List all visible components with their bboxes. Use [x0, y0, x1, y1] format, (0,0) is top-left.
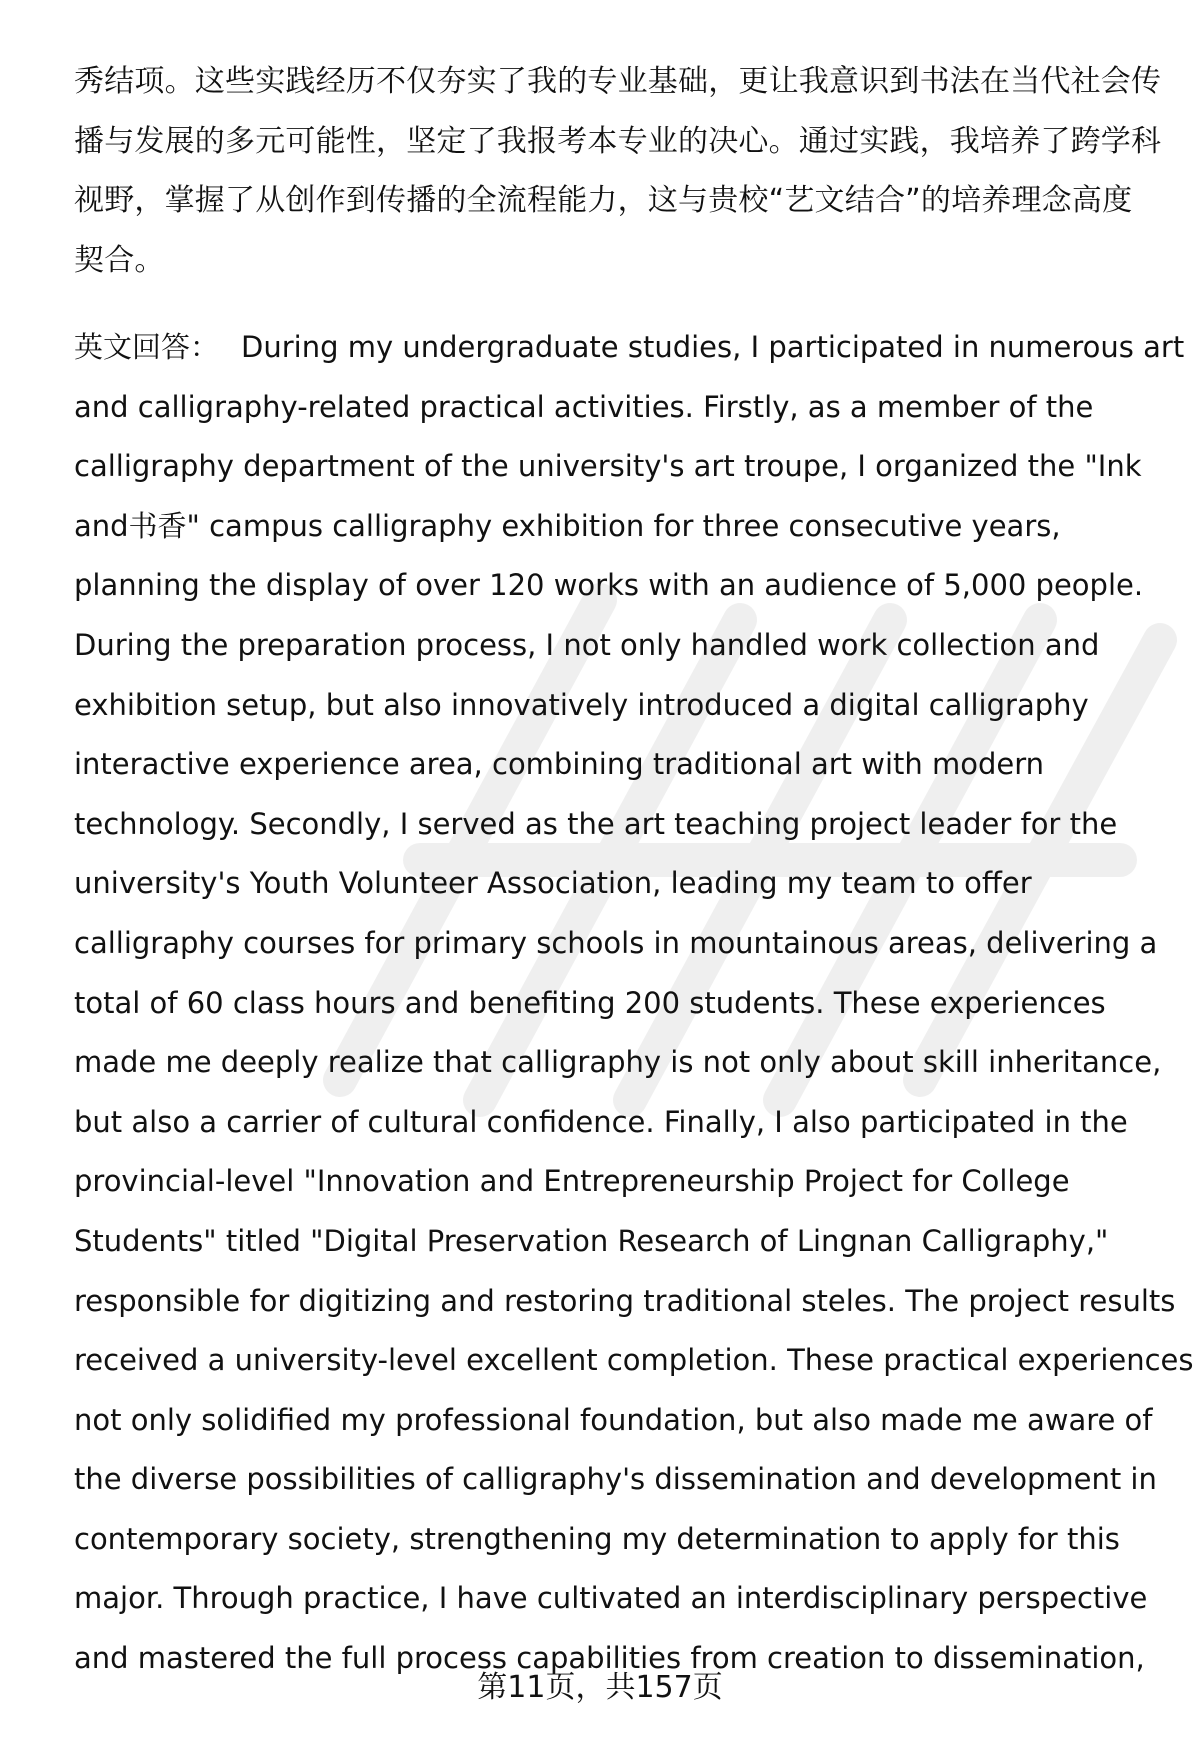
text-line: total of 60 class hours and benefiting 200 students. These experiences [74, 985, 1106, 1020]
english-answer-label: 英文回答： [74, 330, 220, 364]
text-line: received a university-level excellent completion. These practical experiences [74, 1343, 1194, 1378]
text-line: Students" titled "Digital Preservation Research of Lingnan Calligraphy," [74, 1223, 1109, 1258]
text-line: the diverse possibilities of calligraphy's dissemination and development in [74, 1462, 1157, 1497]
text-line: 契合。 [74, 242, 165, 278]
text-line: calligraphy department of the university's art troupe, I organized the "Ink [74, 449, 1142, 484]
text-line: interactive experience area, combining traditional art with modern [74, 747, 1045, 782]
text-line: calligraphy courses for primary schools in mountainous areas, delivering a [74, 925, 1158, 960]
text-line: and mastered the full process capabilities from creation to dissemination, [74, 1641, 1145, 1676]
text-line: provincial-level "Innovation and Entrepreneurship Project for College [74, 1164, 1070, 1199]
text-line: made me deeply realize that calligraphy is not only about skill inheritance, [74, 1045, 1162, 1080]
text-line: responsible for digitizing and restoring traditional steles. The project results [74, 1283, 1176, 1318]
text-line: exhibition setup, but also innovatively introduced a digital calligraphy [74, 687, 1089, 722]
text-line: contemporary society, strengthening my determination to apply for this [74, 1521, 1120, 1556]
page-number-footer: 第11页，共157页 [477, 1670, 723, 1705]
text-line [74, 318, 1185, 378]
text-line: 秀结项。这些实践经历不仅夯实了我的专业基础，更让我意识到书法在当代社会传 [74, 64, 1162, 99]
text-line: university's Youth Volunteer Association, leading my team to offer [74, 866, 1032, 901]
text-line: major. Through practice, I have cultivated an interdisciplinary perspective [74, 1581, 1148, 1616]
text-line: not only solidified my professional foundation, but also made me aware of [74, 1402, 1153, 1437]
text-line: During the preparation process, I not only handled work collection and [74, 627, 1100, 662]
text-line-body: During my undergraduate studies, I participated in numerous art [241, 330, 1185, 364]
text-line: and calligraphy-related practical activities. Firstly, as a member of the [74, 389, 1094, 424]
chinese-paragraph [74, 52, 1162, 290]
text-line: and书香" campus calligraphy exhibition for three consecutive years, [74, 508, 1061, 543]
english-answer-paragraph [74, 318, 1194, 1689]
document-body [74, 52, 1194, 1689]
text-line: technology. Secondly, I served as the art teaching project leader for the [74, 806, 1118, 841]
text-line: planning the display of over 120 works with an audience of 5,000 people. [74, 568, 1144, 603]
text-line: 播与发展的多元可能性，坚定了我报考本专业的决心。通过实践，我培养了跨学科 [74, 123, 1162, 159]
text-line: but also a carrier of cultural confidence. Finally, I also participated in the [74, 1104, 1128, 1139]
text-line: 视野，掌握了从创作到传播的全流程能力，这与贵校“艺文结合”的培养理念高度 [74, 183, 1133, 218]
